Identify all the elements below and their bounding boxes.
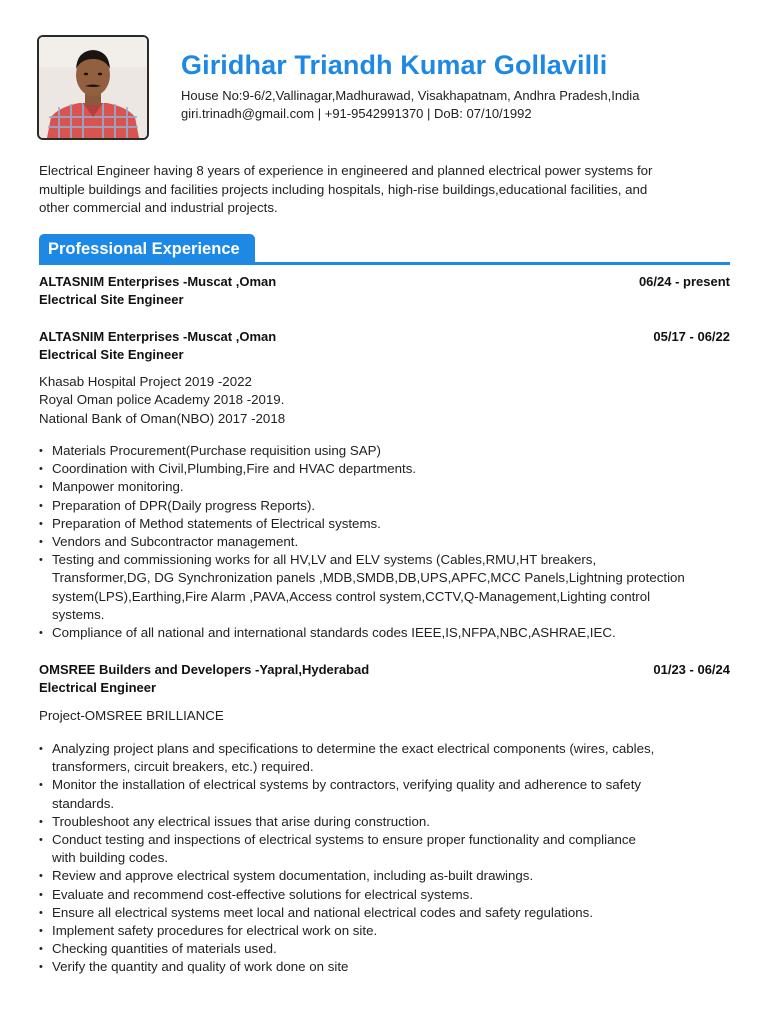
profile-photo [37,35,149,140]
project-list [39,373,285,428]
list-item [39,497,739,515]
list-item-text: • Troubleshoot any electrical issues that arise during construction. [52,813,430,829]
list-item-text: systems. [52,606,105,622]
list-item-text: standards. [52,795,115,811]
list-item [39,624,739,642]
list-item [39,831,739,867]
list-item [39,867,739,885]
list-item [39,813,739,831]
profile-summary [39,162,739,218]
list-item-text: • Ensure all electrical systems meet local and national electrical codes and safety regulations. [52,904,594,920]
list-item [39,533,739,551]
section-divider [39,262,730,265]
list-item-text: • Vendors and Subcontractor management. [52,534,299,550]
project-item: National Bank of Oman(NBO) 2017 -2018 [39,410,286,426]
job-company: ALTASNIM Enterprises -Muscat ,Oman [39,274,277,289]
contact-line: giri.trinadh@gmail.com | +91-9542991370 | DoB: 07/10/1992 [181,106,532,121]
list-item-text: • Preparation of Method statements of Electrical systems. [52,515,381,531]
project-item: Khasab Hospital Project 2019 -2022 [39,374,252,389]
list-item [39,940,739,958]
list-item-text: • Implement safety procedures for electrical work on site. [52,923,378,939]
list-item-text: • Verify the quantity and quality of work done on site [52,959,349,975]
list-item [39,958,739,976]
list-item-text: • Compliance of all national and international standards codes IEEE,IS,NFPA,NBC,ASHRAE,IEC. [52,625,616,641]
job-title: Electrical Engineer [39,680,157,695]
job-dates: 06/24 - present [638,274,730,289]
summary-line: other commercial and industrial projects. [39,200,278,215]
job-title: Electrical Site Engineer [39,347,184,362]
address-line: House No:9-6/2,Vallinagar,Madhurawad, Visakhapatnam, Andhra Pradesh,India [181,88,640,103]
list-item-text: • Analyzing project plans and specifications to determine the exact electrical components (wires, cables, [52,741,655,756]
list-item [39,478,739,496]
list-item-text: transformers, circuit breakers, etc.) required. [52,759,314,775]
list-item [39,740,739,776]
list-item-text: • Preparation of DPR(Daily progress Reports). [52,497,316,513]
list-item-text: • Manpower monitoring. [52,479,184,495]
project-item: Royal Oman police Academy 2018 -2019. [39,392,285,408]
list-item-text: • Coordination with Civil,Plumbing,Fire and HVAC departments. [52,461,417,477]
list-item-text: • Checking quantities of materials used. [52,941,277,957]
list-item-text: system(LPS),Earthing,Fire Alarm ,PAVA,Access control system,CCTV,Q-Management,Lighting control [52,588,651,604]
list-item-text: • Testing and commissioning works for all HV,LV and ELV systems (Cables,RMU,HT breakers, [52,552,597,568]
list-item [39,551,739,624]
candidate-name: Giridhar Triandh Kumar Gollavilli [181,50,608,80]
list-item-text: • Evaluate and recommend cost-effective solutions for electrical systems. [52,886,474,902]
list-item-text: Transformer,DG, DG Synchronization panels ,MDB,SMDB,DB,UPS,APFC,MCC Panels,Lightning protection [52,570,685,586]
list-item-text: • Materials Procurement(Purchase requisition using SAP) [52,443,381,458]
job-company: OMSREE Builders and Developers -Yapral,Hyderabad [39,662,370,677]
section-title-experience: Professional Experience [39,234,255,264]
list-item-text: • Review and approve electrical system documentation, including as-built drawings. [52,868,534,884]
list-item-text: with building codes. [52,850,169,866]
list-item [39,904,739,922]
job-dates: 01/23 - 06/24 [653,662,730,677]
list-item-text: • Monitor the installation of electrical systems by contractors, verifying quality and adherence to safety [52,777,642,793]
list-item [39,442,739,460]
profile-photo-image [39,37,147,138]
job-dates: 05/17 - 06/22 [653,329,730,344]
summary-line: Electrical Engineer having 8 years of experience in engineered and planned electrical power systems for [39,163,653,178]
list-item [39,886,739,904]
project-item: Project-OMSREE BRILLIANCE [39,708,224,723]
job-company: ALTASNIM Enterprises -Muscat ,Oman [39,329,277,344]
job-title: Electrical Site Engineer [39,292,184,307]
list-item [39,515,739,533]
project-list [39,707,224,725]
responsibility-list [39,740,739,977]
responsibility-list [39,442,739,642]
list-item [39,460,739,478]
summary-line: multiple buildings and facilities projects including hospitals, high-rise buildings,educational facilities, and [39,181,648,197]
list-item [39,922,739,940]
list-item [39,776,739,812]
list-item-text: • Conduct testing and inspections of electrical systems to ensure proper functionality and compliance [52,832,636,848]
